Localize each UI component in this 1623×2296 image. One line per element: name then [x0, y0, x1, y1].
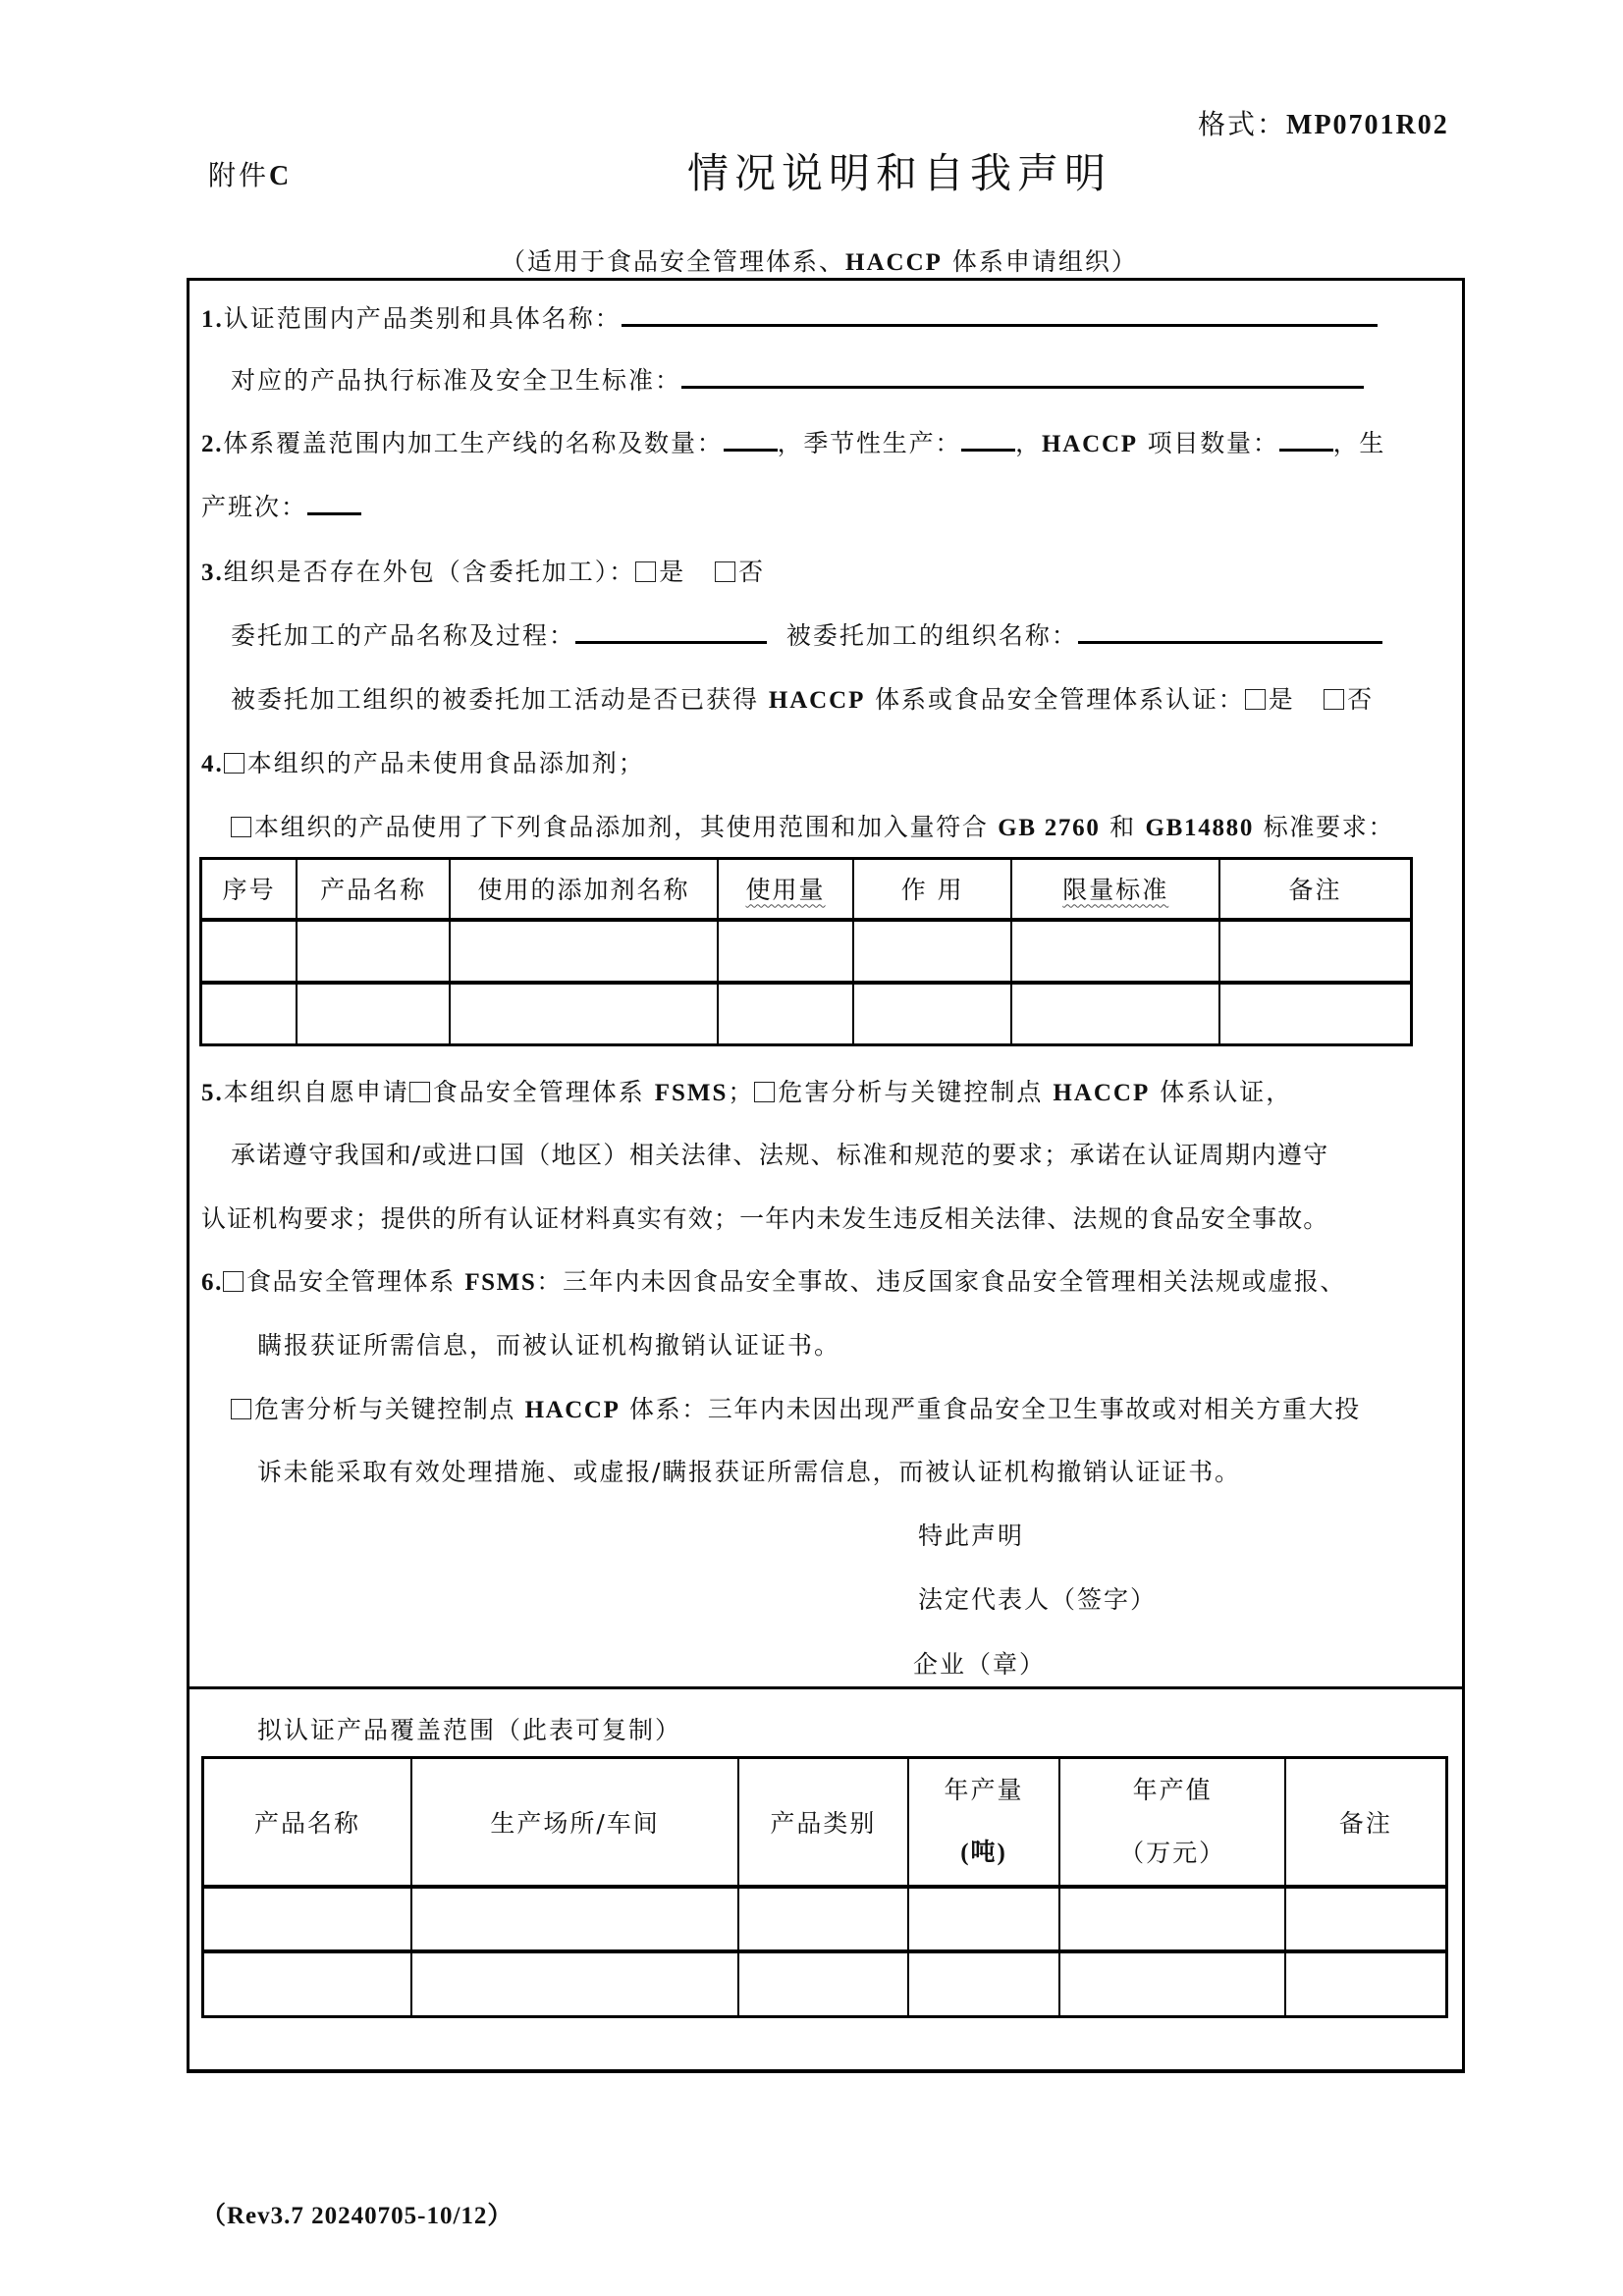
table-cell[interactable] [201, 920, 298, 983]
additive-table [199, 857, 1413, 1046]
header-limit [1011, 859, 1218, 920]
declaration-text: 特此声明 [918, 1522, 1025, 1550]
outsourcing-yes-label: 是 [659, 558, 686, 586]
cert-no-label: 否 [1347, 685, 1375, 714]
table-cell[interactable] [1285, 1887, 1447, 1951]
section-divider [187, 1686, 1463, 1689]
table-row [203, 1887, 1447, 1951]
and-label: 和 [1100, 813, 1146, 841]
table-cell[interactable] [738, 1951, 908, 2016]
cert-no-checkbox[interactable] [1324, 689, 1344, 710]
attachment-letter: C [269, 161, 293, 191]
output-unit: (吨) [960, 1840, 1007, 1866]
apply-fsms-label: 食品安全管理体系 [432, 1078, 655, 1106]
scope-table [201, 1756, 1448, 2018]
table-cell[interactable] [1059, 1887, 1284, 1951]
section3-line2 [231, 616, 1382, 652]
outsourcing-no-label: 否 [738, 558, 766, 586]
additive-used-label: 本组织的产品使用了下列食品添加剂，其使用范围和加入量符合 [254, 813, 999, 841]
table-cell[interactable] [853, 983, 1012, 1045]
header-function: 作 用 [853, 859, 1012, 920]
section4-number: 4. [201, 751, 224, 777]
section6-line4: 诉未能采取有效处理措施、或虚报/瞒报获证所需信息，而被认证机构撤销认证证书。 [257, 1458, 1241, 1486]
section1-number: 1. [201, 306, 224, 333]
value-label: 年产值 [1132, 1776, 1213, 1804]
page-title: 情况说明和自我声明 [687, 149, 1112, 197]
apply-haccp-checkbox[interactable] [754, 1082, 775, 1102]
apply-haccp-code: HACCP [1053, 1080, 1151, 1106]
fsms-record-checkbox[interactable] [223, 1271, 243, 1292]
table-cell[interactable] [718, 983, 853, 1045]
header-additive-name: 使用的添加剂名称 [450, 859, 718, 920]
section5-line1 [201, 1073, 1292, 1108]
standard-req-label: 标准要求： [1254, 813, 1395, 841]
header-remark: 备注 [1219, 859, 1412, 920]
subtitle-post: 体系申请组织） [942, 247, 1138, 276]
header-serial: 序号 [201, 859, 298, 920]
section6-line1 [201, 1262, 1346, 1298]
section3-line3 [231, 680, 1374, 716]
fsms-record-label: 食品安全管理体系 [245, 1267, 465, 1296]
table-cell[interactable] [411, 1887, 738, 1951]
outsourced-cert-post: 体系或食品安全管理体系认证： [865, 685, 1245, 714]
table-cell[interactable] [1219, 920, 1412, 983]
apply-haccp-post: 体系认证， [1150, 1078, 1293, 1106]
section4-option1 [201, 744, 645, 779]
header-usage-text: 使用量 [745, 876, 826, 905]
outsourced-product-field[interactable] [575, 619, 767, 644]
table-cell[interactable] [1219, 983, 1412, 1045]
cert-yes-checkbox[interactable] [1245, 689, 1266, 710]
format-code-value: MP0701R02 [1286, 110, 1449, 140]
section4-option2 [231, 808, 1394, 843]
apply-fsms-code: FSMS [654, 1080, 729, 1106]
standard-field[interactable] [681, 364, 1364, 389]
section1-line2 [231, 361, 1364, 397]
table-cell[interactable] [1285, 1951, 1447, 2016]
subtitle-haccp: HACCP [845, 249, 943, 276]
apply-haccp-label: 危害分析与关键控制点 [778, 1078, 1054, 1106]
section5-line2: 承诺遵守我国和/或进口国（地区）相关法律、法规、标准和规范的要求；承诺在认证周期内遵守 [231, 1141, 1329, 1169]
revision-footer: （Rev3.7 20240705-10/12） [201, 2203, 514, 2229]
header-limit-text: 限量标准 [1062, 876, 1169, 905]
section3-number: 3. [201, 560, 224, 586]
table-cell[interactable] [411, 1951, 738, 2016]
section2-line2 [201, 488, 361, 523]
section6-number: 6. [201, 1269, 223, 1296]
scope-header-product: 产品名称 [203, 1758, 411, 1888]
table-row [203, 1951, 1447, 2016]
section6-line3 [231, 1390, 1361, 1425]
value-unit: （万元） [1119, 1839, 1226, 1867]
scope-caption: 拟认证产品覆盖范围（此表可复制） [257, 1716, 682, 1744]
outsourced-org-field[interactable] [1078, 619, 1382, 644]
scope-header-value [1059, 1758, 1284, 1888]
additive-used-checkbox[interactable] [231, 817, 251, 837]
section1-line1 [201, 299, 1378, 335]
legal-representative-signature[interactable]: 法定代表人（签字） [918, 1585, 1158, 1614]
table-cell[interactable] [203, 1887, 411, 1951]
fsms-record-code: FSMS [464, 1269, 537, 1296]
scope-header-site: 生产场所/车间 [411, 1758, 738, 1888]
section2-line1: 2.体系覆盖范围内加工生产线的名称及数量： ，季节性生产： ，HACCP 项目数量： ，生 [201, 429, 1386, 457]
haccp-record-label: 危害分析与关键控制点 [254, 1395, 525, 1423]
section2-number: 2. [201, 431, 224, 457]
format-label: 格式： [1198, 108, 1287, 140]
page-subtitle [501, 242, 1138, 278]
apply-sep: ； [728, 1078, 755, 1106]
scope-header-category: 产品类别 [738, 1758, 908, 1888]
outsourced-org-label: 被委托加工的组织名称： [785, 621, 1078, 650]
standard-label: 对应的产品执行标准及安全卫生标准： [231, 366, 682, 395]
section2-tail: ，生 [1332, 429, 1386, 457]
scope-header-remark: 备注 [1285, 1758, 1447, 1888]
outsourcing-no-checkbox[interactable] [715, 561, 735, 582]
table-row [201, 920, 1412, 983]
no-additive-label: 本组织的产品未使用食品添加剂； [246, 749, 645, 777]
haccp-label: HACCP [1041, 431, 1138, 457]
table-cell[interactable] [908, 1951, 1060, 2016]
gb14880-label: GB14880 [1145, 815, 1255, 841]
line-count-label: 体系覆盖范围内加工生产线的名称及数量： [223, 429, 724, 457]
haccp-record-text: 体系：三年内未因出现严重食品安全卫生事故或对相关方重大投 [620, 1395, 1361, 1423]
gb2760-label: GB 2760 [998, 815, 1101, 841]
line-count-field[interactable] [724, 427, 778, 452]
apply-label: 本组织自愿申请 [223, 1078, 409, 1106]
table-cell[interactable] [201, 983, 298, 1045]
header-product-name: 产品名称 [297, 859, 450, 920]
scope-header-output [908, 1758, 1060, 1888]
section3-line1 [201, 553, 765, 588]
cert-yes-label: 是 [1268, 685, 1295, 714]
table-cell[interactable] [853, 920, 1012, 983]
table-cell[interactable] [1011, 983, 1218, 1045]
no-additive-checkbox[interactable] [224, 753, 244, 774]
section5-number: 5. [201, 1080, 224, 1106]
table-cell[interactable] [297, 983, 450, 1045]
table-cell[interactable] [718, 920, 853, 983]
section6-line2: 瞒报获证所需信息，而被认证机构撤销认证证书。 [257, 1331, 841, 1360]
output-label: 年产量 [944, 1776, 1024, 1804]
outsourced-product-label: 委托加工的产品名称及过程： [231, 621, 576, 650]
attachment-text: 附件 [208, 159, 270, 191]
header-usage [718, 859, 853, 920]
table-cell[interactable] [908, 1887, 1060, 1951]
haccp-record-checkbox[interactable] [231, 1399, 251, 1419]
table-cell[interactable] [738, 1887, 908, 1951]
haccp-count-field[interactable] [1279, 427, 1333, 452]
table-cell[interactable] [297, 920, 450, 983]
company-seal[interactable]: 企业（章） [913, 1650, 1047, 1679]
section1-label: 认证范围内产品类别和具体名称： [223, 304, 622, 333]
subtitle-pre: （适用于食品安全管理体系、 [501, 247, 846, 276]
outsourced-cert-haccp: HACCP [768, 687, 866, 714]
haccp-record-code: HACCP [524, 1397, 621, 1423]
table-cell[interactable] [450, 920, 718, 983]
haccp-count-label: 项目数量： [1137, 429, 1279, 457]
table-cell[interactable] [1059, 1951, 1284, 2016]
product-name-field[interactable] [622, 302, 1378, 327]
shift-field[interactable] [307, 491, 361, 515]
outsourcing-yes-checkbox[interactable] [635, 561, 656, 582]
format-code [1198, 103, 1449, 142]
outsourcing-label: 组织是否存在外包（含委托加工）： [223, 558, 636, 586]
table-cell[interactable] [450, 983, 718, 1045]
section5-line3: 认证机构要求；提供的所有认证材料真实有效；一年内未发生违反相关法律、法规的食品安全事故。 [201, 1204, 1329, 1233]
apply-fsms-checkbox[interactable] [409, 1082, 430, 1102]
table-row [201, 983, 1412, 1045]
attachment-label [208, 154, 292, 193]
seasonal-label: ，季节性生产： [777, 429, 962, 457]
fsms-record-text: ：三年内未因食品安全事故、违反国家食品安全管理相关法规或虚报、 [536, 1267, 1346, 1296]
seasonal-field[interactable] [961, 427, 1015, 452]
table-cell[interactable] [1011, 920, 1218, 983]
outsourced-cert-label: 被委托加工组织的被委托加工活动是否已获得 [231, 685, 769, 714]
shift-label: 产班次： [201, 493, 308, 521]
table-cell[interactable] [203, 1951, 411, 2016]
